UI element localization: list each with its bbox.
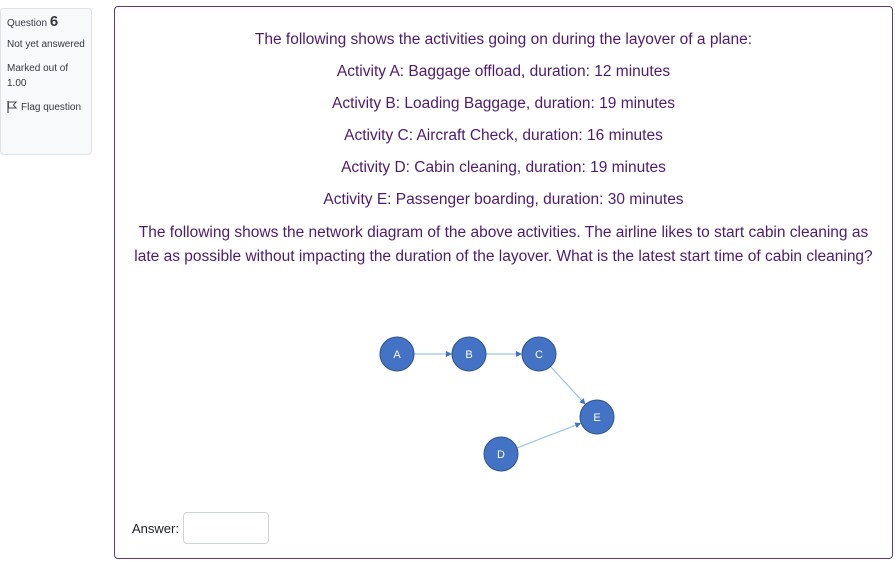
node-label: C <box>535 349 543 361</box>
flag-question-button[interactable] <box>7 100 85 115</box>
question-content <box>114 6 893 559</box>
node-c <box>522 337 556 371</box>
question-info-panel <box>0 8 92 155</box>
node-b <box>452 337 486 371</box>
node-e <box>580 400 614 434</box>
question-intro: The following shows the activities going on during the layover of a plane: <box>254 31 753 48</box>
node-d <box>484 437 518 471</box>
answer-label: Answer: <box>132 521 179 536</box>
flag-icon <box>7 101 17 113</box>
activity-a: Activity A: Baggage offload, duration: 12 minutes <box>336 63 671 80</box>
node-label: E <box>593 412 601 424</box>
question-prompt: The following shows the network diagram of the above activities. The airline likes to start cabin cleaning as late as possible without impacting the duration of the layover. What is the latest start time of cabin cleaning? <box>134 224 873 265</box>
node-label: A <box>393 349 401 361</box>
node-label: B <box>465 349 473 361</box>
question-label: Question <box>7 18 48 29</box>
edge-c-e <box>551 367 585 404</box>
question-number-value: 6 <box>49 13 59 30</box>
flag-question-label: Flag question <box>21 102 82 113</box>
question-grade: Marked out of 1.00 <box>7 63 69 89</box>
edge-d-e <box>517 423 580 447</box>
network-diagram <box>115 7 892 558</box>
question-number <box>7 15 85 31</box>
node-a <box>380 337 414 371</box>
activity-e: Activity E: Passenger boarding, duration: 30 minutes <box>323 191 684 208</box>
answer-input[interactable] <box>183 512 269 544</box>
activity-b: Activity B: Loading Baggage, duration: 19 minutes <box>332 95 675 112</box>
activity-c: Activity C: Aircraft Check, duration: 16 minutes <box>344 127 663 144</box>
node-label: D <box>497 449 505 461</box>
question-state: Not yet answered <box>7 39 85 50</box>
activity-d: Activity D: Cabin cleaning, duration: 19 minutes <box>341 159 666 176</box>
